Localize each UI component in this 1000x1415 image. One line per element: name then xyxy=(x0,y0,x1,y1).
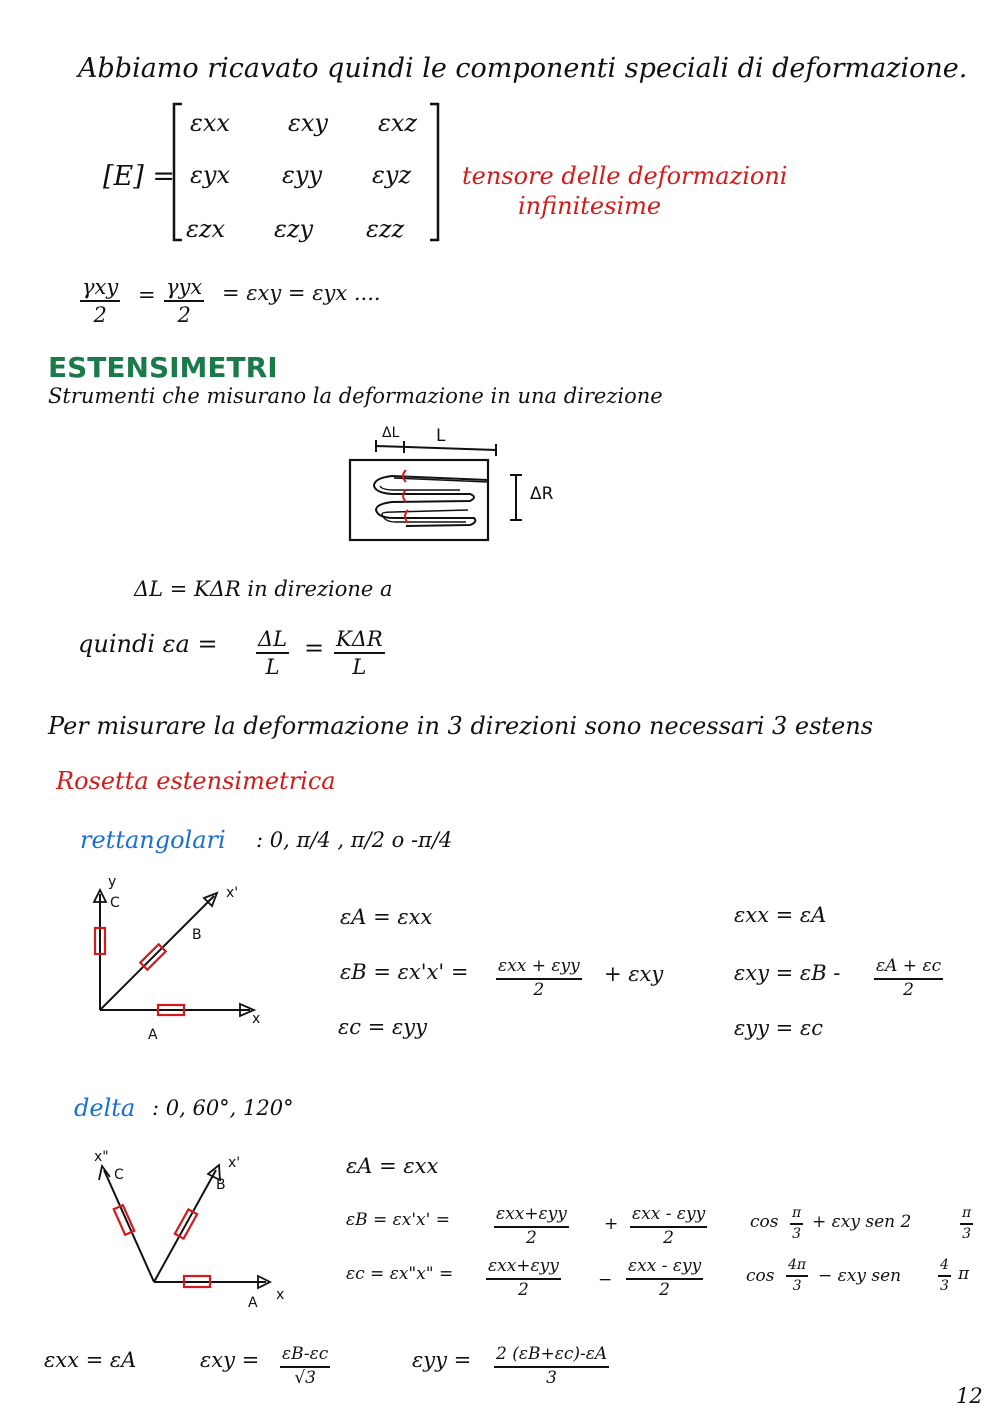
gauge-b-label: B xyxy=(192,927,202,943)
angle-fraction: $\frac{4\pi}{3}$ xyxy=(788,1257,807,1294)
tensor-cell: εyx xyxy=(190,161,230,189)
final-exx: εxx = εA xyxy=(44,1348,137,1372)
angle-fraction: $\frac{\pi}{3}$ xyxy=(962,1205,972,1242)
rect-eq-c: εc = εyy xyxy=(338,1015,427,1039)
pi-symbol: π xyxy=(958,1264,970,1284)
tensor-note: tensore delle deformazioni xyxy=(462,162,788,190)
rect-eq-b-fraction: εxx + εyy 2 xyxy=(498,956,580,1000)
rect-result-xx: εxx = εA xyxy=(734,903,827,927)
axis-x-label: x xyxy=(252,1011,261,1027)
delta-eq-b-prefix: εB = εx'x' = xyxy=(346,1210,450,1230)
delta-angles: : 0, 60°, 120° xyxy=(152,1096,294,1120)
rect-eq-b-prefix: εB = εx'x' = xyxy=(340,960,469,984)
delta-eq-c-fraction: εxx - εyy 2 xyxy=(628,1256,702,1300)
strain-eq-prefix: quindi εa = xyxy=(78,630,218,658)
gauge-dl-label: ΔL xyxy=(382,425,400,441)
tensor-note: infinitesime xyxy=(518,192,662,220)
gauge-l-label: L xyxy=(436,426,446,446)
tensor-cell: εxx xyxy=(190,109,230,137)
section-title: ESTENSIMETRI xyxy=(48,351,278,384)
delta-eq-b-sen: + εxy sen 2 xyxy=(812,1212,912,1232)
equals-sign: = xyxy=(304,634,325,662)
axis-x1-label: x' xyxy=(228,1155,241,1171)
plus-sign: + xyxy=(604,1214,619,1234)
gauge-b-label: B xyxy=(216,1177,226,1193)
axis-x2-label: x" xyxy=(94,1149,109,1165)
final-exy-prefix: εxy = xyxy=(200,1348,260,1372)
final-eyy-prefix: εyy = xyxy=(412,1348,472,1372)
equals-sign: = xyxy=(138,283,156,307)
rect-result-xy-fraction: $\frac{\varepsilon A + \varepsilon c}{2}$ xyxy=(876,956,942,1000)
delta-eq-b-fraction: εxx+εyy 2 xyxy=(496,1204,567,1248)
gauge-equation: ΔL = KΔR in direzione a xyxy=(134,577,393,601)
gauge-c-label: C xyxy=(110,895,120,911)
tensor-label: [E] = xyxy=(103,161,175,192)
page-number: 12 xyxy=(956,1384,983,1408)
intro-text: Abbiamo ricavato quindi le componenti speciali di deformazione. xyxy=(78,53,968,84)
measure-text: Per misurare la deformazione in 3 direzioni sono necessari 3 estens xyxy=(48,712,874,740)
gauge-dr-label: ΔR xyxy=(530,484,554,504)
delta-eq-a: εA = εxx xyxy=(346,1154,439,1178)
section-subtitle: Strumenti che misurano la deformazione in una direzione xyxy=(48,384,663,408)
tensor-cell: εyz xyxy=(372,161,412,189)
rect-result-yy: εyy = εc xyxy=(734,1016,823,1040)
rect-eq-a: εA = εxx xyxy=(340,905,433,929)
tensor-cell: εxz xyxy=(378,109,418,137)
axis-x-label: x xyxy=(276,1287,285,1303)
delta-eq-c-prefix: εc = εx"x" = xyxy=(346,1264,454,1284)
gamma-fraction: γyx 2 xyxy=(166,275,203,328)
delta-eq-c-fraction: εxx+εyy 2 xyxy=(488,1256,559,1300)
axis-y-label: y xyxy=(108,874,117,890)
delta-label: delta xyxy=(74,1094,136,1122)
angle-fraction: $\frac{\pi}{3}$ xyxy=(792,1205,802,1242)
cos-label: cos xyxy=(746,1266,775,1286)
gauge-a-label: A xyxy=(248,1295,258,1311)
tensor-cell: εzy xyxy=(274,215,314,243)
rect-eq-b-suffix: + εxy xyxy=(604,962,664,986)
rect-result-xy-prefix: εxy = εB - xyxy=(734,961,841,985)
strain-fraction: $\frac{\Delta L}{L}$ xyxy=(258,627,288,680)
minus-sign: − xyxy=(598,1270,613,1290)
rosetta-title: Rosetta estensimetrica xyxy=(56,767,336,795)
tensor-cell: εzx xyxy=(186,215,226,243)
tensor-cell: εyy xyxy=(282,161,322,189)
tensor-cell: εzz xyxy=(366,215,405,243)
final-exy-fraction: $\frac{\varepsilon B-\varepsilon c}{√3}$ xyxy=(282,1344,329,1388)
final-eyy-fraction: $\frac{2 (\varepsilon B+\varepsilon c)-\varepsilon A}{3}$ xyxy=(496,1344,608,1388)
rect-angles: : 0, π/4 , π/2 o -π/4 xyxy=(256,828,453,852)
axis-x1-label: x' xyxy=(226,885,239,901)
rect-label: rettangolari xyxy=(80,826,226,854)
gauge-c-label: C xyxy=(114,1167,124,1183)
cos-label: cos xyxy=(750,1212,779,1232)
strain-fraction: KΔR L xyxy=(336,627,383,680)
gamma-equality: = εxy = εyx .... xyxy=(222,281,381,305)
gauge-a-label: A xyxy=(148,1027,158,1043)
angle-fraction: $\frac{4}{3}$ xyxy=(940,1257,949,1294)
delta-eq-b-fraction: εxx - εyy 2 xyxy=(632,1204,706,1248)
tensor-cell: εxy xyxy=(288,109,328,137)
gamma-fraction: γxy 2 xyxy=(82,275,119,328)
delta-eq-c-sen: − εxy sen xyxy=(818,1266,902,1286)
